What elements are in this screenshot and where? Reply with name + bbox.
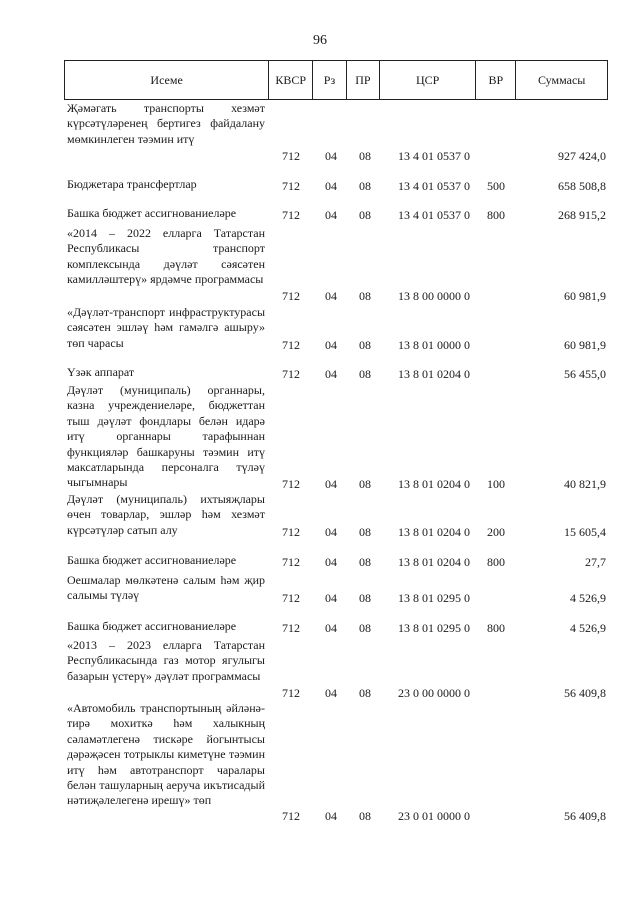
row-vr: 200	[487, 525, 505, 539]
row-csr: 13 4 01 0537 0	[398, 208, 470, 222]
row-name: Дәүләт (муниципаль) органнары, казна учреждениеләре, бюджеттан тыш дәүләт фондлары белән идарә итү органнары тарафыннан функцияләр башкаруны тәэмин итү максатларында персоналга түләү чыгымнары	[67, 383, 265, 490]
row-rz: 04	[325, 149, 337, 163]
row-sum: 60 981,9	[564, 338, 606, 352]
row-pr: 08	[359, 555, 371, 569]
row-rz: 04	[325, 179, 337, 193]
row-sum: 4 526,9	[570, 591, 606, 605]
row-kvsr: 712	[282, 686, 300, 700]
row-name: Бюджетара трансфертлар	[67, 177, 197, 191]
row-name: «2014 – 2022 елларга Татарстан Республикасы транспорт комплексында дәүләт сәясәтен камилләштерү» ярдәмче программасы	[67, 226, 265, 287]
row-sum: 927 424,0	[558, 149, 606, 163]
row-sum: 15 605,4	[564, 525, 606, 539]
page-number: 96	[313, 33, 327, 48]
row-kvsr: 712	[282, 809, 300, 823]
table-row	[64, 619, 608, 635]
row-csr: 13 8 01 0204 0	[398, 367, 470, 381]
row-vr: 800	[487, 621, 505, 635]
table-row	[64, 305, 608, 352]
row-kvsr: 712	[282, 525, 300, 539]
row-rz: 04	[325, 686, 337, 700]
row-sum: 658 508,8	[558, 179, 606, 193]
row-rz: 04	[325, 367, 337, 381]
row-rz: 04	[325, 289, 337, 303]
table-row	[64, 177, 608, 193]
row-kvsr: 712	[282, 149, 300, 163]
row-csr: 13 4 01 0537 0	[398, 149, 470, 163]
row-vr: 500	[487, 179, 505, 193]
table-row	[64, 638, 608, 700]
row-csr: 23 0 00 0000 0	[398, 686, 470, 700]
row-vr: 100	[487, 477, 505, 491]
row-sum: 27,7	[585, 555, 606, 569]
row-rz: 04	[325, 809, 337, 823]
row-csr: 23 0 01 0000 0	[398, 809, 470, 823]
row-kvsr: 712	[282, 477, 300, 491]
row-pr: 08	[359, 208, 371, 222]
row-csr: 13 4 01 0537 0	[398, 179, 470, 193]
row-name: «Дәүләт-транспорт инфраструктурасы сәясәтен эшләү һәм гамәлгә ашыру» төп чарасы	[67, 305, 265, 350]
row-pr: 08	[359, 367, 371, 381]
row-rz: 04	[325, 208, 337, 222]
row-rz: 04	[325, 621, 337, 635]
row-name: Үзәк аппарат	[67, 365, 135, 379]
row-sum: 268 915,2	[558, 208, 606, 222]
row-sum: 60 981,9	[564, 289, 606, 303]
table-row	[64, 553, 608, 569]
row-rz: 04	[325, 591, 337, 605]
header-kvsr: КВСР	[269, 61, 313, 99]
header-csr: ЦСР	[380, 61, 477, 99]
row-name: Башка бюджет ассигнованиеләре	[67, 619, 237, 633]
row-sum: 4 526,9	[570, 621, 606, 635]
header-vr: ВР	[476, 61, 516, 99]
header-pr: ПР	[347, 61, 380, 99]
row-name: «2013 – 2023 елларга Татарстан Республикасында газ мотор ягулыгы базарын үстерү» дәүләт программасы	[67, 638, 265, 683]
row-csr: 13 8 01 0295 0	[398, 591, 470, 605]
row-pr: 08	[359, 621, 371, 635]
row-kvsr: 712	[282, 208, 300, 222]
row-pr: 08	[359, 525, 371, 539]
row-kvsr: 712	[282, 289, 300, 303]
row-kvsr: 712	[282, 555, 300, 569]
row-rz: 04	[325, 525, 337, 539]
row-pr: 08	[359, 338, 371, 352]
header-sum: Суммасы	[537, 72, 586, 87]
row-pr: 08	[359, 179, 371, 193]
row-csr: 13 8 00 0000 0	[398, 289, 470, 303]
table-row	[64, 101, 608, 163]
row-sum: 40 821,9	[564, 477, 606, 491]
row-sum: 56 409,8	[564, 809, 606, 823]
row-sum: 56 409,8	[564, 686, 606, 700]
row-kvsr: 712	[282, 367, 300, 381]
row-kvsr: 712	[282, 591, 300, 605]
table-row	[64, 701, 608, 823]
row-kvsr: 712	[282, 179, 300, 193]
row-csr: 13 8 01 0204 0	[398, 555, 470, 569]
row-vr: 800	[487, 208, 505, 222]
table-row	[64, 492, 608, 539]
row-csr: 13 8 01 0204 0	[398, 477, 470, 491]
row-name: Җәмәгать транспорты хезмәт күрсәтүләренең бертигез файдалану мөмкинлеген тәэмин итү	[67, 101, 265, 146]
row-name: Оешмалар мөлкәтенә салым һәм җир салымы түләү	[67, 573, 265, 603]
row-pr: 08	[359, 149, 371, 163]
row-name: Дәүләт (муниципаль) ихтыяҗлары өчен товарлар, эшләр һәм хезмәт күрсәтүләр сатып алу	[67, 492, 265, 537]
table-row	[64, 226, 608, 303]
row-pr: 08	[359, 809, 371, 823]
header-rz: Рз	[313, 61, 347, 99]
row-name: «Автомобиль транспортының әйләнә-тирә мохиткә һәм халыкның сәламәтлегенә тискәре йогынтысы дәрәҗәсен тотрыклы киметүне тәэмин итү һәм автотранспорт чаралары белән ташуларның аеруча икътисадый нәтиҗәлелегенә ирешү» төп	[67, 701, 265, 808]
row-rz: 04	[325, 338, 337, 352]
row-csr: 13 8 01 0295 0	[398, 621, 470, 635]
row-kvsr: 712	[282, 338, 300, 352]
row-name: Башка бюджет ассигнованиеләре	[67, 206, 237, 220]
table-header	[64, 60, 608, 100]
row-vr: 800	[487, 555, 505, 569]
row-rz: 04	[325, 555, 337, 569]
row-pr: 08	[359, 289, 371, 303]
row-pr: 08	[359, 477, 371, 491]
table-row	[64, 383, 608, 491]
row-rz: 04	[325, 477, 337, 491]
table-row	[64, 365, 608, 381]
row-pr: 08	[359, 686, 371, 700]
header-name: Исеме	[65, 61, 269, 99]
row-csr: 13 8 01 0000 0	[398, 338, 470, 352]
table-row	[64, 206, 608, 222]
row-kvsr: 712	[282, 621, 300, 635]
table-row	[64, 573, 608, 605]
row-sum: 56 455,0	[564, 367, 606, 381]
row-name: Башка бюджет ассигнованиеләре	[67, 553, 237, 567]
row-csr: 13 8 01 0204 0	[398, 525, 470, 539]
row-pr: 08	[359, 591, 371, 605]
